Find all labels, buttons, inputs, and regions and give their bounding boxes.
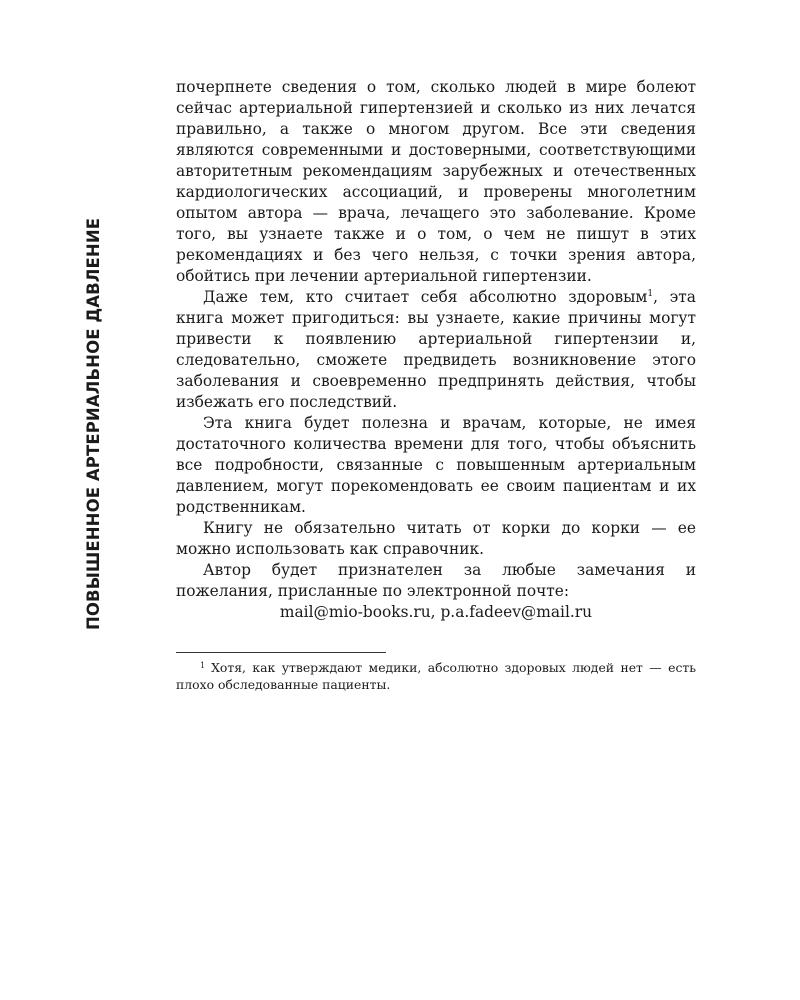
footnote	[176, 659, 696, 693]
footnote-divider	[176, 652, 386, 653]
paragraph-3: Эта книга будет полезна и врачам, которые, не имея достаточного количества времени для того, чтобы объяснить все подробности, связанные с повышенным артериальным давлением, могут порекомендовать ее своим пациентам и их родственникам.	[176, 414, 696, 516]
paragraph-2	[176, 287, 696, 413]
paragraph-1: почерпнете сведения о том, сколько людей в мире болеют сейчас артериальной гипертензией и сколько из них лечатся правильно, а также о многом другом. Все эти сведения являются современными и достоверными, соответствующими авторитетным рекомендациям зарубежных и отечественных кардиологических ассоциаций, и проверены многолетним опытом автора — врача, лечащего это заболевание. Кроме того, вы узнаете также и о том, о чем не пишут в этих рекомендациях и без чего нельзя, с точки зрения автора, обойтись при лечении артериальной гипертензии.	[176, 78, 696, 285]
running-side-title: ПОВЫШЕННОЕ АРТЕРИАЛЬНОЕ ДАВЛЕНИЕ	[84, 217, 103, 630]
paragraph-2-text-start: Даже тем, кто считает себя абсолютно здоровым	[203, 288, 648, 306]
email-contacts: mail@mio-books.ru, p.a.fadeev@mail.ru	[279, 603, 593, 621]
paragraph-5: Автор будет признателен за любые замечания и пожелания, присланные по электронной почте:	[176, 561, 696, 600]
paragraph-2-text-end: , эта книга может пригодиться: вы узнаете, какие причины могут привести к появлению артериальной гипертензии и, следовательно, сможете предвидеть возникновение этого заболевания и своевременно предпринять действия, чтобы избежать его последствий.	[176, 288, 696, 411]
paragraph-4: Книгу не обязательно читать от корки до корки — ее можно использовать как справочник.	[176, 519, 696, 558]
footnote-reference: 1	[647, 289, 654, 299]
footnote-text: Хотя, как утверждают медики, абсолютно здоровых людей нет — есть плохо обследованные пациенты.	[176, 660, 696, 692]
body-text	[176, 77, 696, 623]
footnote-number: 1	[200, 661, 206, 670]
